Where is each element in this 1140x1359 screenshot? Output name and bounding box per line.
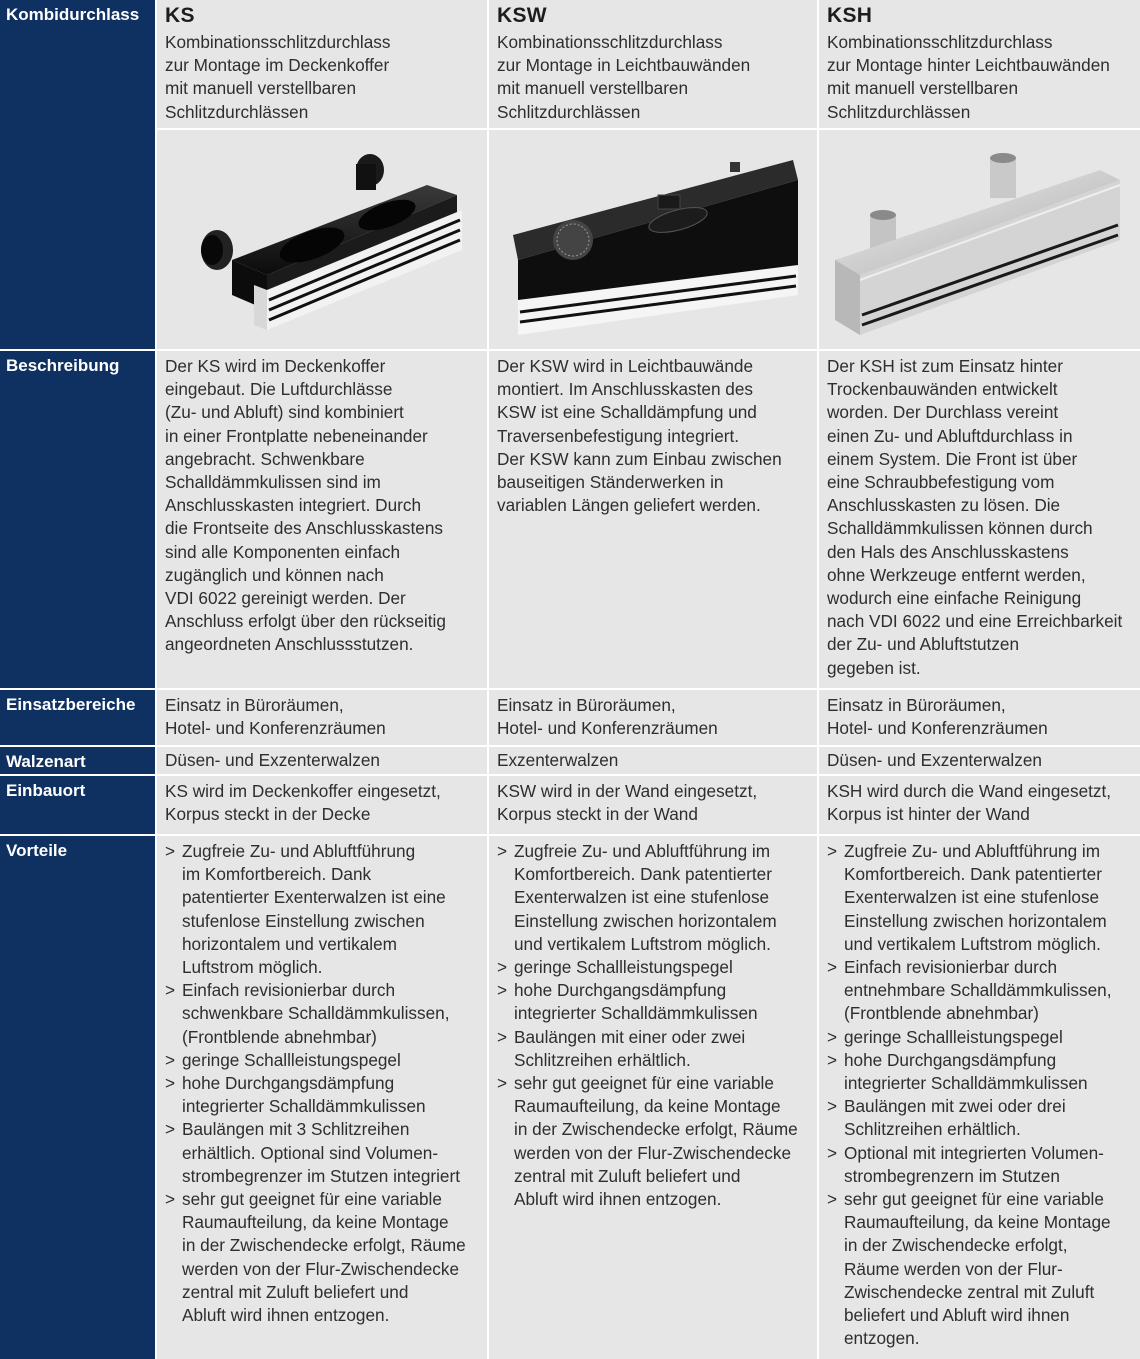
- text-line: Hotel- und Konferenzräumen: [827, 718, 1048, 739]
- product-code: KSH: [827, 4, 873, 27]
- advantages-list: [497, 840, 813, 1211]
- text-line: zur Montage hinter Leichtbauwänden: [827, 55, 1110, 76]
- advantage-text: entzogen.: [844, 1328, 920, 1349]
- advantage-item: [165, 1049, 483, 1072]
- advantage-text: > Zugfreie Zu- und Abluftführung: [182, 841, 416, 861]
- text-line: angeordneten Anschlussstutzen.: [165, 634, 414, 655]
- advantage-text: Exenterwalzen ist eine stufenlose: [514, 887, 770, 908]
- advantage-text: strombegrenzern im Stutzen: [844, 1165, 1060, 1186]
- advantage-text: in der Zwischendecke erfolgt,: [844, 1235, 1068, 1256]
- advantage-text: erhältlich. Optional sind Volumen-: [182, 1142, 439, 1163]
- advantage-text: Schlitzreihen erhältlich.: [514, 1049, 691, 1070]
- text-line: in einer Frontplatte nebeneinander: [165, 425, 428, 446]
- text-line: montiert. Im Anschlusskasten des: [497, 379, 754, 400]
- advantage-text: beliefert und Abluft wird ihnen: [844, 1305, 1070, 1326]
- advantage-text: integrierter Schalldämmkulissen: [182, 1096, 426, 1117]
- description-ks: [157, 351, 489, 690]
- product-image-ksw: [489, 130, 819, 351]
- text-line: Anschlusskasten integriert. Durch: [165, 495, 422, 516]
- text-line: nach VDI 6022 und eine Erreichbarkeit: [827, 611, 1123, 632]
- advantage-item: [497, 1026, 813, 1072]
- text-line: den Hals des Anschlusskastens: [827, 541, 1069, 562]
- text-line: Einsatz in Büroräumen,: [497, 695, 676, 715]
- advantage-text: integrierter Schalldämmkulissen: [514, 1003, 758, 1024]
- advantage-item: [165, 1118, 483, 1188]
- text-line: Einsatz in Büroräumen,: [165, 695, 344, 715]
- text-line: KSH wird durch die Wand eingesetzt,: [827, 781, 1112, 801]
- advantage-item: [827, 1095, 1136, 1141]
- text-line: Der KSW kann zum Einbau zwischen: [497, 448, 782, 469]
- advantages-ksw: [489, 836, 819, 1359]
- advantage-text: und vertikalem Luftstrom möglich.: [514, 933, 771, 954]
- roller-type-ks: Düsen- und Exzenterwalzen: [157, 747, 489, 776]
- text-line: Schlitzdurchlässen: [497, 101, 641, 122]
- product-title-ks: [157, 0, 489, 130]
- product-image-ks: [157, 130, 489, 351]
- advantage-text: > Optional mit integrierten Volumen-: [844, 1142, 1104, 1163]
- advantage-item: [827, 1049, 1136, 1095]
- advantages-ks: [157, 836, 489, 1359]
- advantage-text: entnehmbare Schalldämmkulissen,: [844, 980, 1112, 1001]
- advantages-ksh: [819, 836, 1140, 1359]
- text-line: Der KS wird im Deckenkoffer: [165, 356, 386, 376]
- advantage-text: (Frontblende abnehmbar): [182, 1026, 377, 1047]
- text-line: Hotel- und Konferenzräumen: [165, 718, 386, 739]
- row-header-roller-type: Walzenart: [0, 747, 157, 776]
- row-header-product: Kombidurchlass: [0, 0, 157, 351]
- product-subtitle: [827, 31, 1136, 124]
- advantage-text: Komfortbereich. Dank patentierter: [514, 864, 772, 885]
- advantage-text: horizontalem und vertikalem: [182, 933, 397, 954]
- advantage-item: [165, 979, 483, 1049]
- installation-ksw: [489, 776, 819, 836]
- advantages-list: [165, 840, 483, 1327]
- advantage-text: > hohe Durchgangsdämpfung: [182, 1073, 395, 1094]
- text-line: ohne Werkzeuge entfernt werden,: [827, 564, 1086, 585]
- advantage-text: werden von der Flur-Zwischendecke: [514, 1142, 792, 1163]
- text-line: angebracht. Schwenkbare: [165, 448, 365, 469]
- row-header-advantages: Vorteile: [0, 836, 157, 1359]
- advantage-text: Räume werden von der Flur-: [844, 1258, 1063, 1279]
- text-line: Der KSH ist zum Einsatz hinter: [827, 356, 1063, 376]
- advantage-text: in der Zwischendecke erfolgt, Räume: [514, 1119, 798, 1140]
- advantage-text: Raumaufteilung, da keine Montage: [514, 1096, 781, 1117]
- text-line: einem System. Die Front ist über: [827, 448, 1078, 469]
- advantage-item: [827, 840, 1136, 956]
- product-title-ksw: [489, 0, 819, 130]
- advantage-text: > hohe Durchgangsdämpfung: [844, 1049, 1057, 1070]
- advantage-item: [497, 840, 813, 956]
- advantage-item: [827, 1188, 1136, 1350]
- ks-diffuser-image: [172, 140, 472, 340]
- text-line: KSW ist eine Schalldämpfung und: [497, 402, 757, 423]
- text-line: KS wird im Deckenkoffer eingesetzt,: [165, 781, 441, 801]
- text-line: Korpus steckt in der Decke: [165, 804, 371, 825]
- advantage-text: in der Zwischendecke erfolgt, Räume: [182, 1235, 466, 1256]
- advantage-text: > geringe Schallleistungspegel: [514, 957, 733, 978]
- advantage-text: und vertikalem Luftstrom möglich.: [844, 933, 1101, 954]
- advantage-text: patentierter Exenterwalzen ist eine: [182, 887, 446, 908]
- text-line: zur Montage in Leichtbauwänden: [497, 55, 751, 76]
- product-code: KSW: [497, 4, 547, 27]
- text-line: Schlitzdurchlässen: [827, 101, 971, 122]
- advantage-item: [165, 1072, 483, 1118]
- advantage-text: > geringe Schallleistungspegel: [844, 1026, 1063, 1047]
- row-header-application: Einsatzbereiche: [0, 690, 157, 747]
- text-line: variablen Längen geliefert werden.: [497, 495, 761, 516]
- text-line: Trockenbauwänden entwickelt: [827, 379, 1058, 400]
- advantage-text: zentral mit Zuluft beliefert und: [182, 1281, 409, 1302]
- text-line: Anschlusskasten zu lösen. Die: [827, 495, 1061, 516]
- advantage-text: > Baulängen mit einer oder zwei: [514, 1026, 746, 1047]
- text-line: wodurch eine einfache Reinigung: [827, 588, 1082, 609]
- text-line: Kombinationsschlitzdurchlass: [827, 32, 1053, 52]
- advantage-text: Zwischendecke zentral mit Zuluft: [844, 1281, 1095, 1302]
- advantage-text: schwenkbare Schalldämmkulissen,: [182, 1003, 450, 1024]
- advantage-text: Raumaufteilung, da keine Montage: [844, 1212, 1111, 1233]
- advantage-text: > Baulängen mit zwei oder drei: [844, 1096, 1066, 1117]
- ksh-diffuser-image: [830, 140, 1130, 340]
- text-line: (Zu- und Abluft) sind kombiniert: [165, 402, 404, 423]
- advantage-text: > Zugfreie Zu- und Abluftführung im: [514, 841, 771, 861]
- text-line: Traversenbefestigung integriert.: [497, 425, 740, 446]
- advantage-text: Schlitzreihen erhältlich.: [844, 1119, 1021, 1140]
- application-ks: [157, 690, 489, 747]
- text-line: Korpus ist hinter der Wand: [827, 804, 1030, 825]
- product-code: KS: [165, 4, 195, 27]
- text-line: Kombinationsschlitzdurchlass: [165, 32, 391, 52]
- advantage-item: [497, 979, 813, 1025]
- text-line: Hotel- und Konferenzräumen: [497, 718, 718, 739]
- product-image-ksh: [819, 130, 1140, 351]
- advantage-text: > Einfach revisionierbar durch: [182, 980, 396, 1001]
- advantage-text: integrierter Schalldämmkulissen: [844, 1073, 1088, 1094]
- text-line: Schalldämmkulissen sind im: [165, 472, 381, 493]
- advantage-text: im Komfortbereich. Dank: [182, 864, 372, 885]
- text-line: mit manuell verstellbaren: [497, 78, 689, 99]
- advantage-text: Einstellung zwischen horizontalem: [844, 910, 1107, 931]
- advantage-text: > geringe Schallleistungspegel: [182, 1049, 401, 1070]
- roller-type-ksw: Exzenterwalzen: [489, 747, 819, 776]
- advantage-text: > sehr gut geeignet für eine variable: [844, 1189, 1104, 1210]
- advantage-text: > Zugfreie Zu- und Abluftführung im: [844, 841, 1101, 861]
- advantage-text: Einstellung zwischen horizontalem: [514, 910, 777, 931]
- advantage-item: [497, 1072, 813, 1211]
- installation-ks: [157, 776, 489, 836]
- advantage-text: strombegrenzer im Stutzen integriert: [182, 1165, 460, 1186]
- text-line: der Zu- und Abluftstutzen: [827, 634, 1020, 655]
- advantage-text: Komfortbereich. Dank patentierter: [844, 864, 1102, 885]
- text-line: mit manuell verstellbaren: [827, 78, 1019, 99]
- application-ksh: [819, 690, 1140, 747]
- text-line: eingebaut. Die Luftdurchlässe: [165, 379, 393, 400]
- advantage-text: Abluft wird ihnen entzogen.: [514, 1189, 722, 1210]
- advantage-text: Abluft wird ihnen entzogen.: [182, 1305, 390, 1326]
- advantages-list: [827, 840, 1136, 1350]
- advantage-item: [165, 840, 483, 979]
- text-line: Korpus steckt in der Wand: [497, 804, 698, 825]
- advantage-text: Raumaufteilung, da keine Montage: [182, 1212, 449, 1233]
- advantage-text: > sehr gut geeignet für eine variable: [514, 1073, 774, 1094]
- text-line: eine Schraubbefestigung vom: [827, 472, 1055, 493]
- advantage-text: > sehr gut geeignet für eine variable: [182, 1189, 442, 1210]
- row-header-installation: Einbauort: [0, 776, 157, 836]
- product-subtitle: [165, 31, 483, 124]
- text-line: zugänglich und können nach: [165, 564, 384, 585]
- advantage-text: > Einfach revisionierbar durch: [844, 957, 1058, 978]
- text-line: die Frontseite des Anschlusskastens: [165, 518, 444, 539]
- advantage-item: [827, 956, 1136, 1026]
- advantage-text: stufenlose Einstellung zwischen: [182, 910, 425, 931]
- text-line: Anschluss erfolgt über den rückseitig: [165, 611, 446, 632]
- advantage-text: > Baulängen mit 3 Schlitzreihen: [182, 1119, 410, 1140]
- product-title-ksh: [819, 0, 1140, 130]
- text-line: mit manuell verstellbaren: [165, 78, 357, 99]
- text-line: worden. Der Durchlass vereint: [827, 402, 1059, 423]
- text-line: Schlitzdurchlässen: [165, 101, 309, 122]
- text-line: zur Montage im Deckenkoffer: [165, 55, 390, 76]
- advantage-text: (Frontblende abnehmbar): [844, 1003, 1039, 1024]
- text-line: bauseitigen Ständerwerken in: [497, 472, 724, 493]
- advantage-text: werden von der Flur-Zwischendecke: [182, 1258, 460, 1279]
- advantage-item: [827, 1142, 1136, 1188]
- text-line: Einsatz in Büroräumen,: [827, 695, 1006, 715]
- advantage-item: [165, 1188, 483, 1327]
- application-ksw: [489, 690, 819, 747]
- advantage-text: Exenterwalzen ist eine stufenlose: [844, 887, 1100, 908]
- advantage-text: > hohe Durchgangsdämpfung: [514, 980, 727, 1001]
- text-line: Der KSW wird in Leichtbauwände: [497, 356, 754, 376]
- text-line: Kombinationsschlitzdurchlass: [497, 32, 723, 52]
- advantage-text: Luftstrom möglich.: [182, 957, 323, 978]
- roller-type-ksh: Düsen- und Exzenterwalzen: [819, 747, 1140, 776]
- installation-ksh: [819, 776, 1140, 836]
- text-line: VDI 6022 gereinigt werden. Der: [165, 588, 406, 609]
- row-header-description: Beschreibung: [0, 351, 157, 690]
- text-line: gegeben ist.: [827, 657, 921, 678]
- ksw-diffuser-image: [498, 140, 808, 340]
- product-subtitle: [497, 31, 813, 124]
- text-line: sind alle Komponenten einfach: [165, 541, 401, 562]
- advantage-item: [497, 956, 813, 979]
- advantage-item: [827, 1026, 1136, 1049]
- description-ksw: [489, 351, 819, 690]
- description-ksh: [819, 351, 1140, 690]
- text-line: einen Zu- und Abluftdurchlass in: [827, 425, 1073, 446]
- advantage-text: zentral mit Zuluft beliefert und: [514, 1165, 741, 1186]
- text-line: KSW wird in der Wand eingesetzt,: [497, 781, 758, 801]
- text-line: Schalldämmkulissen können durch: [827, 518, 1093, 539]
